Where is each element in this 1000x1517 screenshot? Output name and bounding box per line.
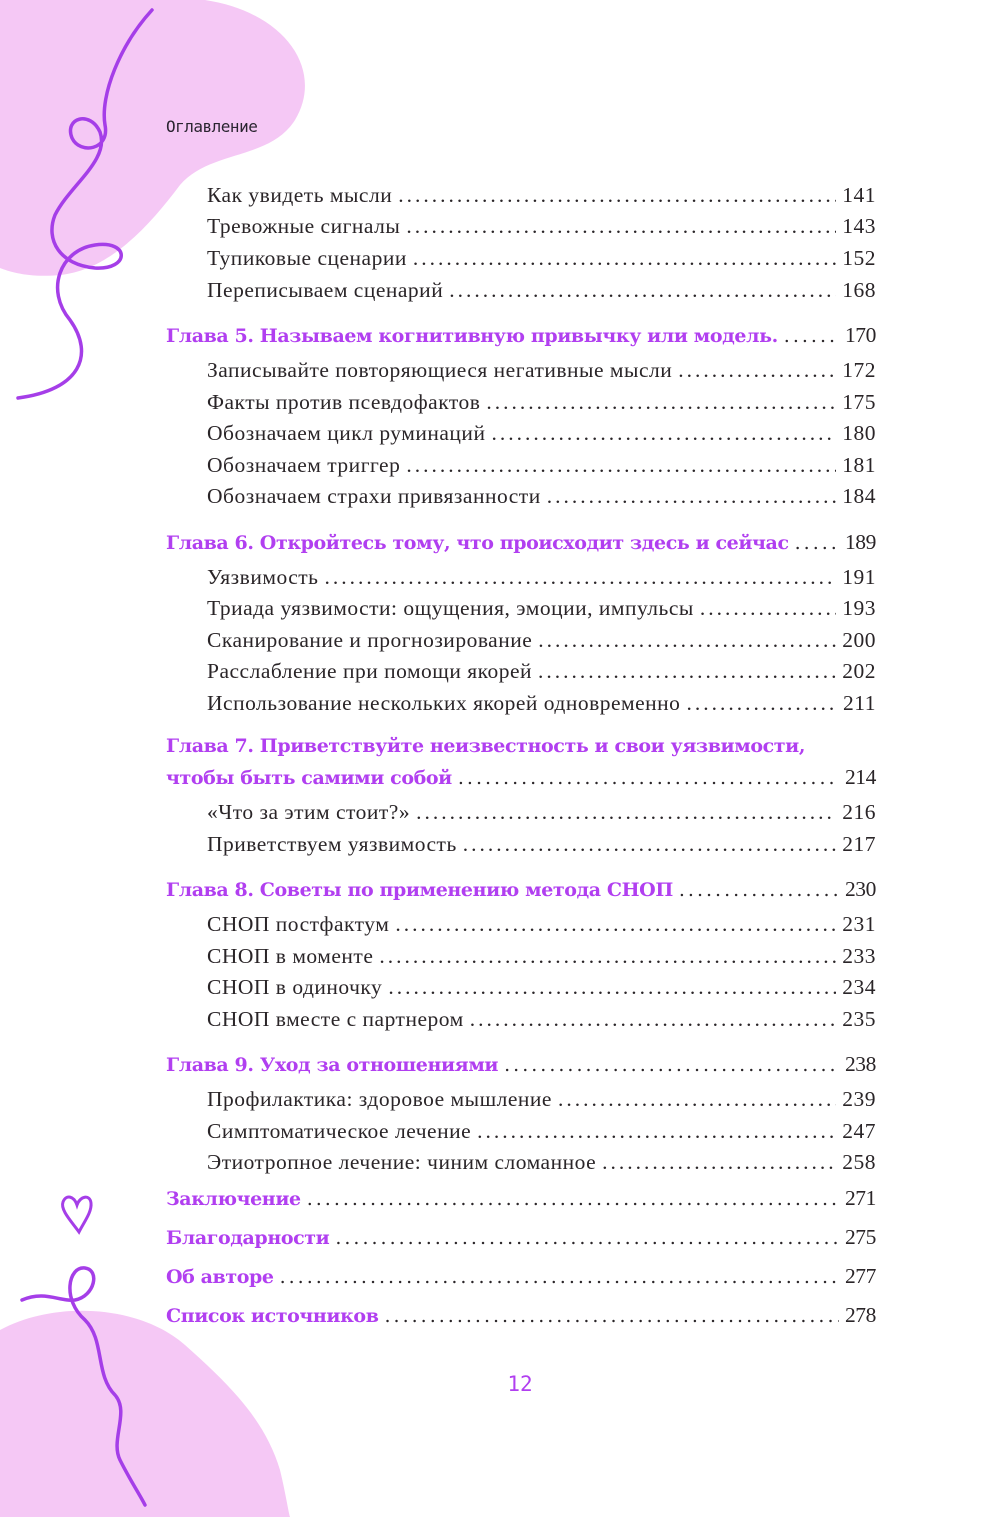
toc-entry-page: 231 [842,912,876,936]
dot-leader [413,246,836,271]
chapter-page: 189 [844,530,876,554]
toc-chapter-7 [166,765,876,790]
dot-leader [477,1119,836,1144]
toc-chapter-5 [166,323,876,348]
dot-leader [406,214,836,239]
chapter-page: 238 [844,1052,876,1076]
toc-entry-page: 258 [842,1150,876,1174]
toc-entry-title: Сканирование и прогнозирование [207,628,533,652]
dot-leader [398,183,836,208]
toc-entry-page: 152 [842,246,876,270]
toc-entry-page: 247 [842,1119,876,1143]
toc-entry [207,596,876,621]
toc-entry-title: Триада уязвимости: ощущения, эмоции, импульсы [207,596,694,620]
chapter-page: 214 [844,765,876,789]
toc-entry-page: 175 [842,390,876,414]
dot-leader [686,691,837,716]
toc-entry-title: Обозначаем страхи привязанности [207,484,541,508]
dot-leader [491,421,836,446]
chapter-page: 170 [844,323,876,347]
toc-entry [207,246,876,271]
toc-entry [207,214,876,239]
page-number: 12 [507,1372,533,1396]
chapter-title: чтобы быть самими собой [166,767,452,789]
toc-entry-page: 168 [842,278,876,302]
section-title: Список источников [166,1305,379,1327]
toc-entry-title: СНОП в одиночку [207,975,383,999]
toc-entry-title: Обозначаем цикл руминаций [207,421,486,445]
toc-entry [207,390,876,415]
toc-section-references [166,1303,876,1328]
toc-entry [207,1150,876,1175]
toc-entry [207,800,876,825]
dot-leader [538,628,836,653]
toc-entry-page: 181 [842,453,876,477]
section-page: 271 [844,1186,876,1210]
dot-leader [504,1054,839,1076]
dot-leader [678,358,836,383]
toc-entry [207,944,876,969]
dot-leader [449,278,836,303]
toc-entry [207,691,876,716]
toc-entry [207,832,876,857]
toc-entry [207,183,876,208]
toc-entry [207,453,876,478]
toc-entry-title: Тревожные сигналы [207,214,401,238]
toc-entry-title: Симптоматическое лечение [207,1119,472,1143]
toc-entry-title: «Что за этим стоит?» [207,800,411,824]
dot-leader [470,1007,837,1032]
toc-entry [207,278,876,303]
toc-entry-page: 180 [842,421,876,445]
dot-leader [538,659,836,684]
dot-leader [406,453,836,478]
toc-entry-title: Уязвимость [207,565,319,589]
toc-entry-page: 211 [843,691,876,715]
toc-entry-title: Тупиковые сценарии [207,246,407,270]
toc-entry-title: Как увидеть мысли [207,183,393,207]
toc-entry-title: СНОП в моменте [207,944,374,968]
toc-entry [207,1087,876,1112]
toc-chapter-9 [166,1052,876,1077]
toc-entry [207,421,876,446]
toc-entry-page: 172 [842,358,876,382]
dot-leader [547,484,837,509]
toc-entry-title: Факты против псевдофактов [207,390,481,414]
toc-entry-page: 217 [842,832,876,856]
toc-entry-page: 143 [842,214,876,238]
section-title: Заключение [166,1188,301,1210]
toc-section-acknowledgements [166,1225,876,1250]
toc-entry [207,912,876,937]
chapter-7-title-line1: Глава 7. Приветствуйте неизвестность и свои уязвимости, [166,735,806,757]
toc-entry-page: 184 [842,484,876,508]
chapter-title: Глава 6. Откройтесь тому, что происходит здесь и сейчас [166,532,789,554]
toc-entry [207,1119,876,1144]
dot-leader [395,912,836,937]
dot-leader [379,944,836,969]
toc-entry [207,1007,876,1032]
dot-leader [388,975,836,1000]
toc-entry-title: Приветствуем уязвимость [207,832,457,856]
dot-leader [458,767,839,789]
dot-leader [700,596,836,621]
dot-leader [416,800,836,825]
section-title: Об авторе [166,1266,274,1288]
dot-leader [602,1150,836,1175]
running-title: Оглавление [166,117,258,136]
toc-chapter-6 [166,530,876,555]
toc-chapter-8 [166,877,876,902]
dot-leader [335,1227,839,1249]
dot-leader [784,325,839,347]
toc-entry-title: СНОП вместе с партнером [207,1007,464,1031]
toc-section-about-author [166,1264,876,1289]
toc-entry-title: Записывайте повторяющиеся негативные мысли [207,358,673,382]
dot-leader [486,390,836,415]
dot-leader [463,832,837,857]
dot-leader [679,879,839,901]
toc-entry [207,975,876,1000]
chapter-title: Глава 8. Советы по применению метода СНОП [166,879,673,901]
toc-entry-page: 191 [842,565,876,589]
chapter-title: Глава 9. Уход за отношениями [166,1054,499,1076]
chapter-title: Глава 5. Называем когнитивную привычку или модель. [166,325,778,347]
toc-entry [207,628,876,653]
dot-leader [324,565,836,590]
toc-section-conclusion [166,1186,876,1211]
dot-leader [280,1266,839,1288]
section-page: 278 [844,1303,876,1327]
toc-entry-page: 234 [842,975,876,999]
toc-entry-page: 200 [842,628,876,652]
toc-entry-page: 141 [842,183,876,207]
toc-entry-title: Профилактика: здоровое мышление [207,1087,552,1111]
section-page: 277 [844,1264,876,1288]
chapter-page: 230 [844,877,876,901]
toc-entry-page: 233 [842,944,876,968]
toc-entry [207,358,876,383]
section-title: Благодарности [166,1227,330,1249]
section-page: 275 [844,1225,876,1249]
toc-entry-page: 216 [842,800,876,824]
dot-leader [558,1087,836,1112]
toc-entry [207,565,876,590]
toc-entry-title: Расслабление при помощи якорей [207,659,533,683]
dot-leader [385,1305,839,1327]
toc-entry-title: Переписываем сценарий [207,278,444,302]
toc-entry-page: 193 [842,596,876,620]
toc-entry-page: 239 [842,1087,876,1111]
toc-entry [207,659,876,684]
toc-entry-title: СНОП постфактум [207,912,390,936]
dot-leader [307,1188,839,1210]
toc-entry-page: 235 [842,1007,876,1031]
toc-entry-title: Использование нескольких якорей одновременно [207,691,681,715]
toc-entry [207,484,876,509]
toc-entry-title: Обозначаем триггер [207,453,401,477]
toc-entry-page: 202 [842,659,876,683]
dot-leader [795,532,839,554]
toc-entry-title: Этиотропное лечение: чиним сломанное [207,1150,597,1174]
